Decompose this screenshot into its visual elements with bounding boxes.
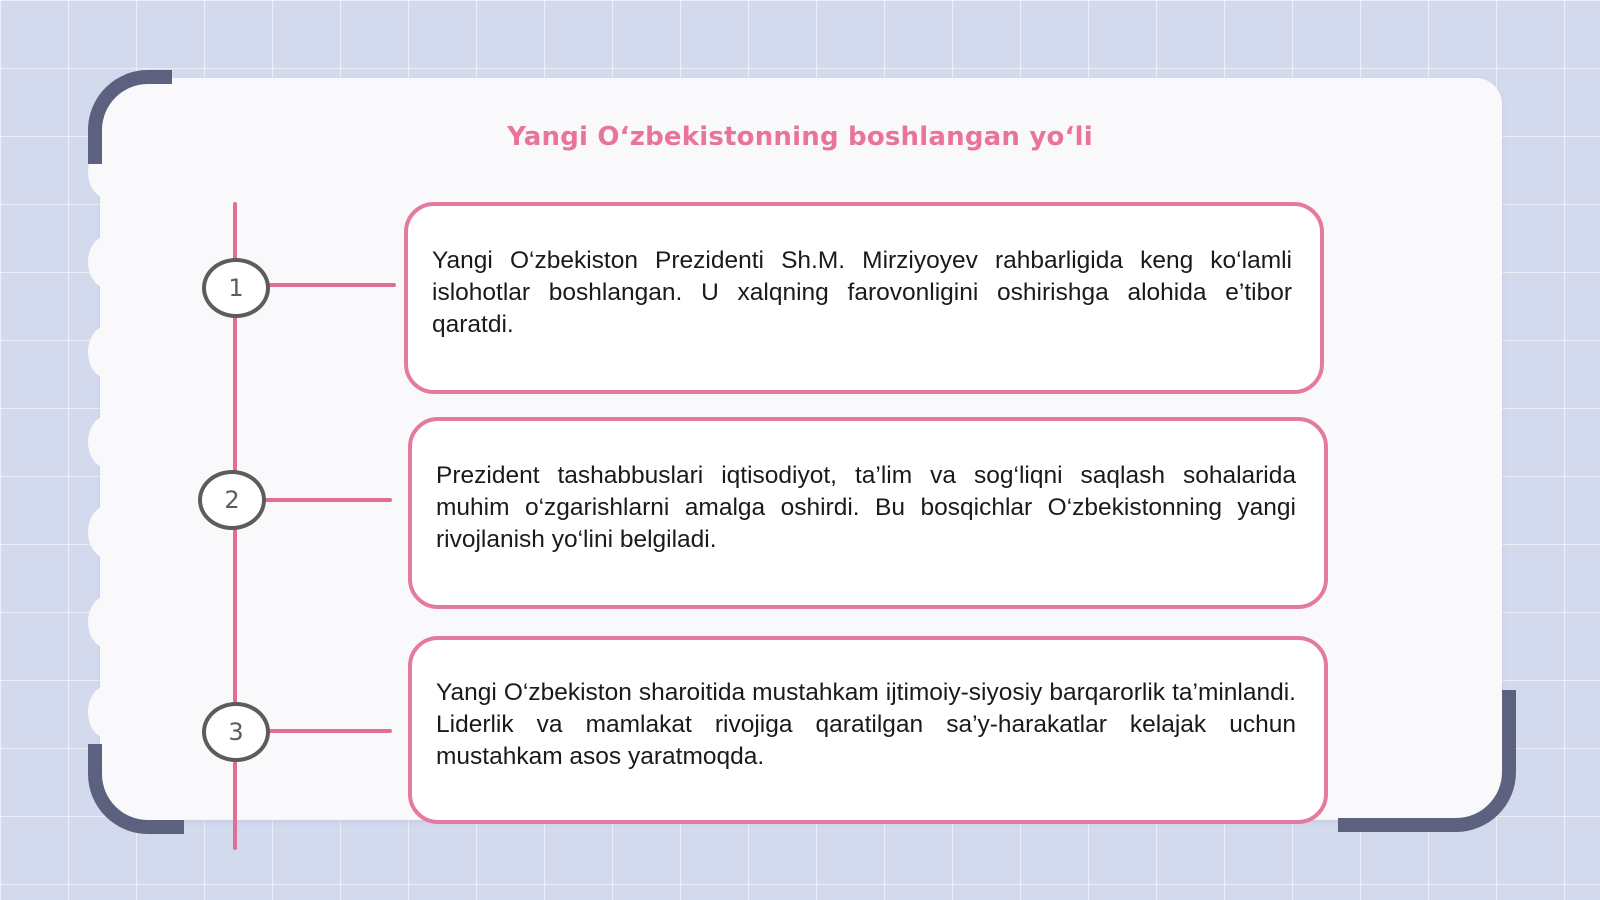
slide-title: Yangi Oʻzbekistonning boshlangan yoʻli [507,122,1093,152]
frame-corner-bottom-right [1338,690,1516,832]
step-text-3: Yangi O‘zbekiston sharoitida mustahkam ijtimoiy-siyosiy barqarorlik ta’minlandi. Liderlik va mamlakat rivojiga qaratilgan sa’y-harakatlar kelajak uchun mustahkam asos yaratmoqda. [436,679,1296,770]
step-text-2: Prezident tashabbuslari iqtisodiyot, ta’lim va sog‘liqni saqlash sohalarida muhim o‘zgarishlarni amalga oshirdi. Bu bosqichlar O‘zbekistonning yangi rivojlanish yo‘lini belgiladi. [436,462,1296,553]
paper-scallop [88,686,126,738]
paper-scallop [88,596,126,648]
frame-corner-bottom-left [88,744,184,834]
paper-scallop [88,506,126,558]
step-number-2: 2 [198,470,266,530]
timeline-connector-2 [260,498,392,502]
timeline-connector-1 [264,283,396,287]
step-card-1 [404,202,1324,394]
frame-corner-top-left [88,70,172,164]
step-text-1: Yangi O‘zbekiston Prezidenti Sh.M. Mirziyoyev rahbarligida keng ko‘lamli islohotlar boshlangan. U xalqning farovonligini oshirishga alohida e’tibor qaratdi. [432,247,1292,338]
step-number-3: 3 [202,702,270,762]
paper-scallop [88,416,126,468]
paper-scallop [88,326,126,378]
step-card-2 [408,417,1328,609]
step-number-1: 1 [202,258,270,318]
paper-scallop [88,236,126,288]
step-card-3 [408,636,1328,824]
timeline-connector-3 [264,729,392,733]
